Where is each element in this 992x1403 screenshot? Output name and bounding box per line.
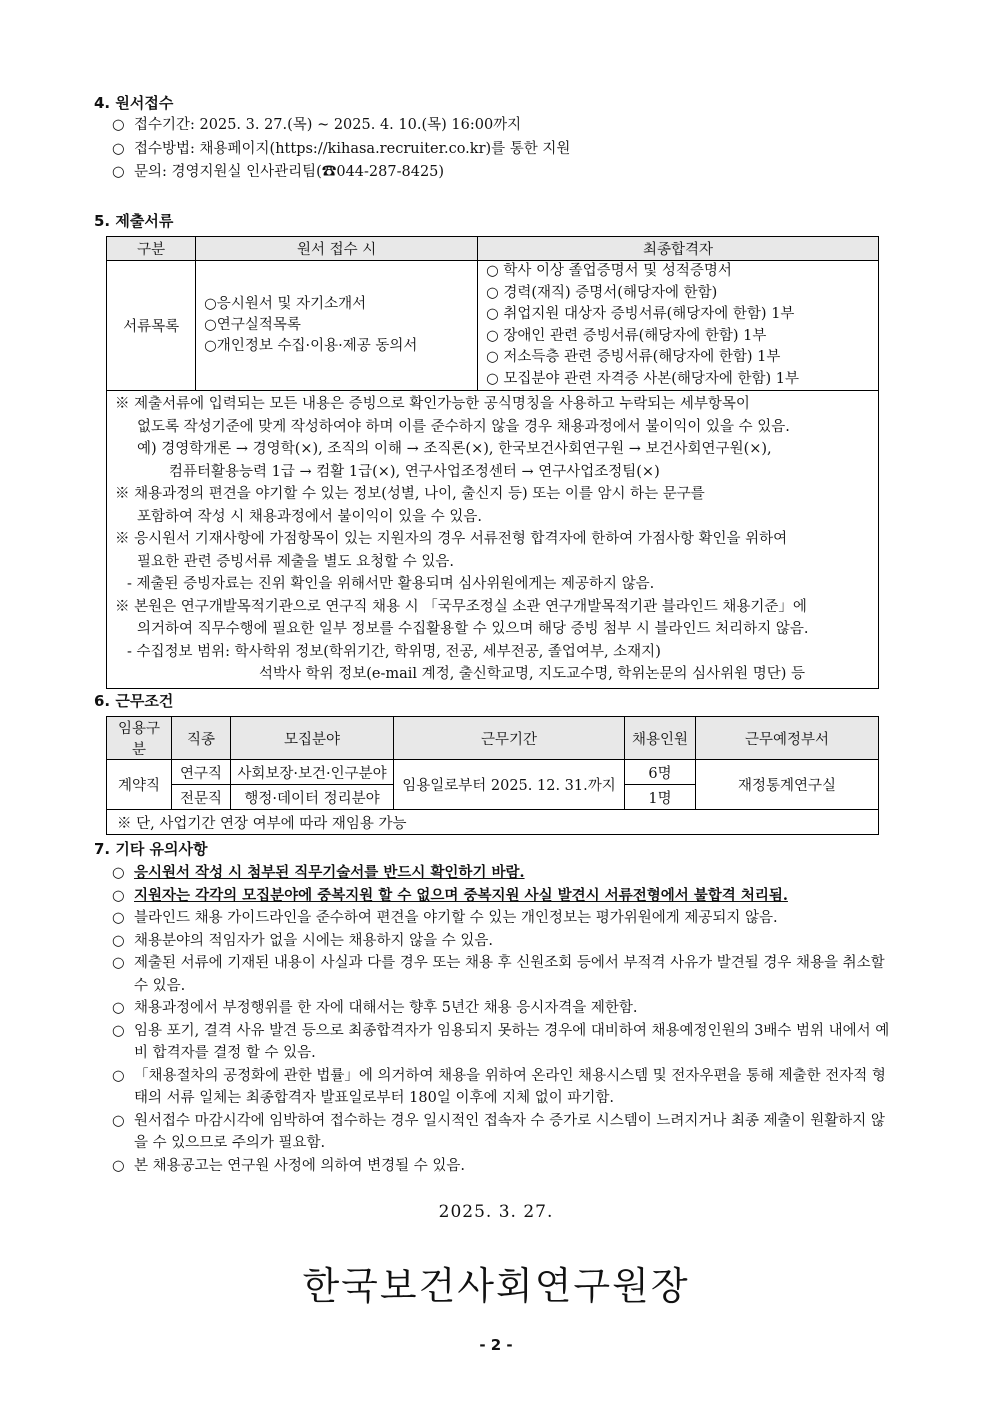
- notice-list: [112, 862, 897, 1177]
- list-item: ○ 「채용절차의 공정화에 관한 법률」에 의거하여 채용을 위하여 온라인 채용시스템 및 전자우편을 통해 제출한 전자적 형태의 서류 일체는 최종합격자 발표일로부터 180일 이후에 지체 없이 파기함.: [112, 1067, 886, 1106]
- list-item: ○ 응시원서 작성 시 첨부된 직무기술서를 반드시 확인하기 바람.: [112, 864, 525, 881]
- apply-method: ○ 접수방법: 채용페이지(https://kihasa.recruiter.co.kr)를 통한 지원: [112, 141, 571, 157]
- list-item: ○ 제출된 서류에 기재된 내용이 사실과 다를 경우 또는 채용 후 신원조회 등에서 부적격 사유가 발견될 경우 채용을 취소할 수 있음.: [112, 955, 885, 994]
- job-type: 연구직: [172, 760, 231, 785]
- department: 재정통계연구실: [696, 760, 879, 810]
- field: 행정·데이터 정리분야: [231, 785, 394, 810]
- employment-type: 계약직: [107, 760, 172, 810]
- section-6-title: 6. 근무조건: [94, 692, 174, 710]
- header-category: 구분: [107, 237, 196, 261]
- conditions-table: [106, 716, 879, 835]
- final-docs: ○ 학사 이상 졸업증명서 및 성적증명서 ○ 경력(재직) 증명서(해당자에 한함) ○ 취업지원 대상자 증빙서류(해당자에 한함) 1부 ○ 장애인 관련 증빙서류(해당자에 한함) 1부 ○ 저소득층 관련 증빙서류(해당자에 한함) 1부 ○ 모집분야 관련 자격증 사본(해당자에 한함) 1부: [478, 261, 879, 391]
- section-4-title: 4. 원서접수: [94, 94, 174, 112]
- job-type: 전문직: [172, 785, 231, 810]
- work-period: 임용일로부터 2025. 12. 31.까지: [394, 760, 625, 810]
- list-item: ○ 본 채용공고는 연구원 사정에 의하여 변경될 수 있음.: [112, 1157, 466, 1174]
- list-item: ○ 블라인드 채용 가이드라인을 준수하여 편견을 야기할 수 있는 개인정보는 평가위원에게 제공되지 않음.: [112, 910, 778, 926]
- field: 사회보장·보건·인구분야: [231, 760, 394, 785]
- conditions-note: ※ 단, 사업기간 연장 여부에 따라 재임용 가능: [107, 810, 879, 835]
- head-count: 6명: [625, 760, 696, 785]
- head-count: 1명: [625, 785, 696, 810]
- apply-contact: ○ 문의: 경영지원실 인사관리팀(☎044-287-8425): [112, 164, 445, 180]
- section-5-title: 5. 제출서류: [94, 212, 174, 230]
- documents-notes: ※ 제출서류에 입력되는 모든 내용은 증빙으로 확인가능한 공식명칭을 사용하고 누락되는 세부항목이 없도록 작성기준에 맞게 작성하여야 하며 이를 준수하지 않을 경우 채용과정에서 불이익이 있을 수 있음. 예) 경영학개론 → 경영학(×), 조직의 이해 → 조직론(×), 한국보건사회연구원 → 보건사회연구원(×), 컴퓨터활용능력 1급 → 컴활 1급(×), 연구사업조정센터 → 연구사업조정팀(×) ※ 채용과정의 편견을 야기할 수 있는 정보(성별, 나이, 출신지 등) 또는 이를 암시 하는 문구를 포함하여 작성 시 채용과정에서 불이익이 있을 수 있음. ※ 응시원서 기재사항에 가점항목이 있는 지원자의 경우 서류전형 합격자에 한하여 가점사항 확인을 위하여 필요한 관련 증빙서류 제출을 별도 요청할 수 있음. - 제출된 증빙자료는 진위 확인을 위해서만 활용되며 심사위원에게는 제공하지 않음. ※ 본원은 연구개발목적기관으로 연구직 채용 시 「국무조정실 소관 연구개발목적기관 블라인드 채용기준」에 의거하여 직무수행에 필요한 일부 정보를 수집활용할 수 있으며 해당 증빙 첨부 시 블라인드 처리하지 않음. - 수집정보 범위: 학사학위 정보(학위기간, 학위명, 전공, 세부전공, 졸업여부, 소재지) 석박사 학위 정보(e-mail 계정, 출신학교명, 지도교수명, 학위논문의 심사위원 명단) 등: [107, 391, 879, 689]
- list-item: ○ 지원자는 각각의 모집분야에 중복지원 할 수 없으며 중복지원 사실 발견시 서류전형에서 불합격 처리됨.: [112, 886, 788, 904]
- header-final: 최종합격자: [478, 237, 879, 261]
- documents-table: [106, 236, 879, 689]
- header-period: 근무기간: [394, 717, 625, 760]
- header-count: 채용인원: [625, 717, 696, 760]
- apply-period: ○ 접수기간: 2025. 3. 27.(목) ~ 2025. 4. 10.(목) 16:00까지: [112, 117, 522, 133]
- list-item: ○ 원서접수 마감시각에 임박하여 접수하는 경우 일시적인 접속자 수 증가로 시스템이 느려지거나 최종 제출이 원활하지 않을 수 있으므로 주의가 필요함.: [112, 1112, 885, 1151]
- header-dept: 근무예정부서: [696, 717, 879, 760]
- header-application: 원서 접수 시: [196, 237, 478, 261]
- list-item: ○ 임용 포기, 결격 사유 발견 등으로 최종합격자가 임용되지 못하는 경우에 대비하여 채용예정인원의 3배수 범위 내에서 예비 합격자를 결정 할 수 있음.: [112, 1022, 890, 1061]
- list-item: ○ 채용과정에서 부정행위를 한 자에 대해서는 향후 5년간 채용 응시자격을 제한함.: [112, 1000, 638, 1016]
- section-7-title: 7. 기타 유의사항: [94, 840, 208, 858]
- announcement-date: 2025. 3. 27.: [438, 1202, 554, 1222]
- row-label: 서류목록: [107, 261, 196, 391]
- application-docs: ○응시원서 및 자기소개서 ○연구실적목록 ○개인정보 수집·이용·제공 동의서: [196, 261, 478, 391]
- page-number: - 2 -: [479, 1336, 513, 1354]
- header-field: 모집분야: [231, 717, 394, 760]
- header-job: 직종: [172, 717, 231, 760]
- header-type: 임용구분: [107, 717, 172, 760]
- organization-signature: 한국보건사회연구원장: [302, 1264, 690, 1308]
- list-item: ○ 채용분야의 적임자가 없을 시에는 채용하지 않을 수 있음.: [112, 932, 494, 949]
